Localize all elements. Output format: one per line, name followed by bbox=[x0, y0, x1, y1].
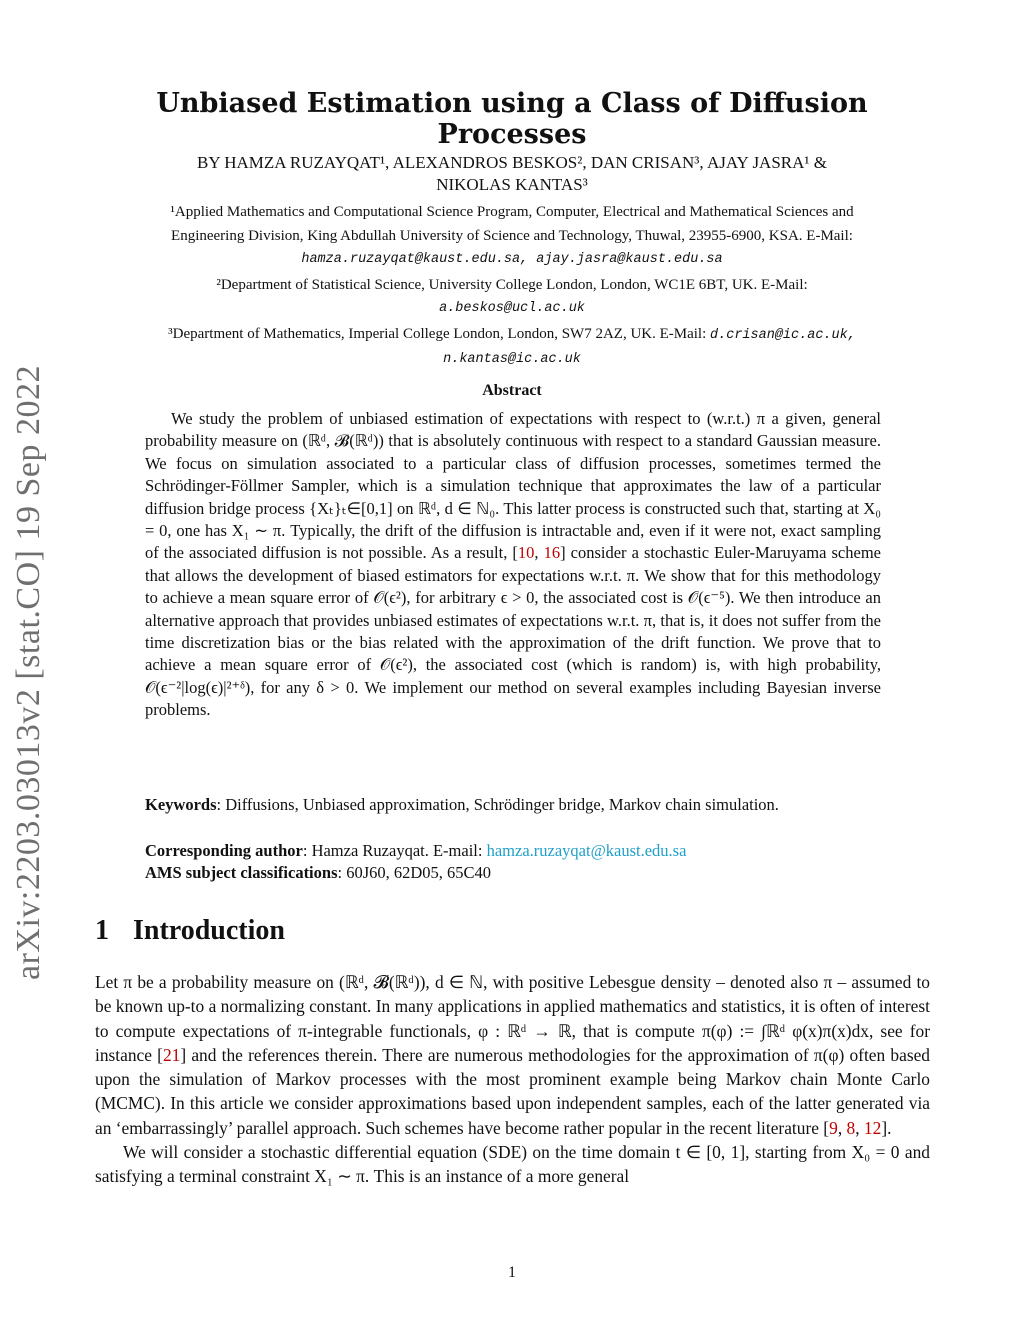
citation-10[interactable]: 10 bbox=[517, 543, 535, 563]
page-number: 1 bbox=[508, 1264, 516, 1281]
corresponding-author-label: Corresponding author bbox=[145, 841, 303, 860]
paper-title: Unbiased Estimation using a Class of Diffusion Processes bbox=[156, 88, 868, 150]
section-title: Introduction bbox=[133, 915, 285, 946]
corresponding-email-link[interactable]: hamza.ruzayqat@kaust.edu.sa bbox=[486, 841, 687, 860]
affiliation-3-email-1: d.crisan@ic.ac.uk, bbox=[710, 328, 856, 343]
citation-9[interactable]: 9 bbox=[829, 1117, 838, 1138]
intro-paragraph-2: We will consider a stochastic differential equation (SDE) on the time domain t ∈ [0, 1], starting from X₀ = 0 and satisfying a terminal constraint X₁ ∼ π. This is an instance of a more general bbox=[95, 1142, 930, 1187]
affiliation-3-line bbox=[80, 322, 944, 348]
citation-separator: , bbox=[534, 543, 544, 563]
authors-line-1: BY HAMZA RUZAYQAT¹, ALEXANDROS BESKOS², DAN CRISAN³, AJAY JASRA¹ & bbox=[197, 153, 827, 172]
intro-text-1c: ]. bbox=[881, 1117, 892, 1138]
affiliation-2-email: a.beskos@ucl.ac.uk bbox=[439, 301, 585, 316]
ams-classifications bbox=[145, 862, 881, 884]
section-heading-introduction bbox=[95, 915, 285, 947]
intro-text-1b: ] and the references therein. There are numerous methodologies for the approximation of π(φ) often based upon the simulation of Markov processes with the most prominent example being Markov chain Monte Carlo (MCMC). In this article we consider approximations based upon independent samples, each of the latter generated via an ‘embarrassingly’ parallel approach. Such schemes have become rather popular in the recent literature [ bbox=[95, 1044, 931, 1138]
corresponding-author-text: : Hamza Ruzayqat. E-mail: bbox=[302, 841, 487, 860]
affiliation-1-line-b: Engineering Division, King Abdullah University of Science and Technology, Thuwal, 23955-6900, KSA. E-Mail: bbox=[171, 228, 853, 244]
affiliation-1-email: hamza.ruzayqat@kaust.edu.sa, ajay.jasra@kaust.edu.sa bbox=[301, 252, 723, 267]
introduction-body bbox=[95, 970, 930, 1189]
abstract-text bbox=[145, 408, 881, 722]
authors-line-2: NIKOLAS KANTAS³ bbox=[436, 175, 588, 194]
affiliation-1 bbox=[80, 200, 944, 272]
affiliation-3-email-2: n.kantas@ic.ac.uk bbox=[443, 352, 581, 367]
citation-12[interactable]: 12 bbox=[863, 1117, 882, 1138]
abstract-part-2: ] consider a stochastic Euler-Maruyama scheme that allows the development of biased estimators for expectations w.r.t. π. We show that for this methodology to achieve a mean square error of 𝒪(ϵ²), for arbitrary ϵ > 0, the associated cost is 𝒪(ϵ⁻⁵). We then introduce an alternative approach that provides unbiased estimates of expectations w.r.t. π, that is, it does not suffer from the time discretization bias or the bias related with the approximation of the drift function. We prove that to achieve a mean square error of 𝒪(ϵ²), the associated cost (which is random) is, with high probability, 𝒪(ϵ⁻²|log(ϵ)|²⁺ᵟ), for any δ > 0. We implement our method on several examples including Bayesian inverse problems. bbox=[145, 543, 881, 720]
citation-16[interactable]: 16 bbox=[543, 543, 561, 563]
affiliation-2 bbox=[80, 273, 944, 321]
affiliation-2-text: ²Department of Statistical Science, University College London, London, WC1E 6BT, UK. E-Mail: bbox=[216, 277, 808, 293]
citation-8[interactable]: 8 bbox=[846, 1117, 856, 1138]
section-number: 1 bbox=[95, 915, 109, 946]
affiliation-1-line-a: ¹Applied Mathematics and Computational Science Program, Computer, Electrical and Mathematical Sciences and bbox=[170, 204, 854, 220]
intro-text-1a: Let π be a probability measure on (ℝᵈ, 𝓑(ℝᵈ)), d ∈ ℕ, with positive Lebesgue density – denoted also π – assumed to be known up-to a normalizing constant. In many applications in applied mathematics and statistics, it is often of interest to compute expectations of π-integrable functionals, φ : ℝᵈ → ℝ, that is compute π(φ) := ∫ℝᵈ φ(x)π(x)dx, see for instance [ bbox=[95, 972, 930, 1065]
author-list bbox=[95, 152, 929, 196]
arxiv-identifier: arXiv:2203.03013v2 [stat.CO] 19 Sep 2022 bbox=[10, 365, 47, 980]
affiliation-3-text: ³Department of Mathematics, Imperial College London, London, SW7 2AZ, UK. E-Mail: bbox=[168, 326, 707, 342]
keywords bbox=[145, 794, 881, 816]
ams-label: AMS subject classifications bbox=[145, 863, 338, 882]
abstract-part-1: We study the problem of unbiased estimation of expectations with respect to (w.r.t.) π a given, general probability measure on (ℝᵈ, 𝓑(ℝᵈ)) that is absolutely continuous with respect to a standard Gaussian measure. We focus on simulation associated to a particular class of diffusion processes, sometimes termed the Schrödinger-Föllmer Sampler, which is a simulation technique that approximates the law of a particular diffusion bridge process {Xₜ}ₜ∈[0,1] on ℝᵈ, d ∈ ℕ₀. This latter process is constructed such that, starting at X₀ = 0, one has X₁ ∼ π. Typically, the drift of the diffusion is intractable and, even if it were not, exact sampling of the associated diffusion is not possible. As a result, [ bbox=[145, 409, 881, 563]
ams-text: : 60J60, 62D05, 65C40 bbox=[337, 863, 492, 882]
corresponding-author bbox=[145, 840, 881, 862]
abstract-heading: Abstract bbox=[482, 382, 542, 399]
citation-21[interactable]: 21 bbox=[162, 1044, 181, 1065]
affiliation-3 bbox=[80, 322, 944, 372]
intro-paragraph-1: Let π be a probability measure on (ℝᵈ, 𝓑(ℝᵈ)), d ∈ ℕ, with positive Lebesgue density – denoted also π – assumed to be known up-to a normalizing constant. In many applications in applied mathematics and statistics, it is often of interest to compute expectations of π-integrable functionals, φ : ℝᵈ → ℝ, that is compute π(φ) := ∫ℝᵈ φ(x)π(x)dx, see for instance [21] and the references therein. There are numerous methodologies for the approximation of π(φ) often based upon the simulation of Markov processes with the most prominent example being Markov chain Monte Carlo (MCMC). In this article we consider approximations based upon independent samples, each of the latter generated via an ‘embarrassingly’ parallel approach. Such schemes have become rather popular in the recent literature [9, 8, 12]. bbox=[95, 972, 931, 1138]
keywords-text: : Diffusions, Unbiased approximation, Schrödinger bridge, Markov chain simulation. bbox=[216, 795, 779, 814]
keywords-label: Keywords bbox=[145, 795, 217, 814]
